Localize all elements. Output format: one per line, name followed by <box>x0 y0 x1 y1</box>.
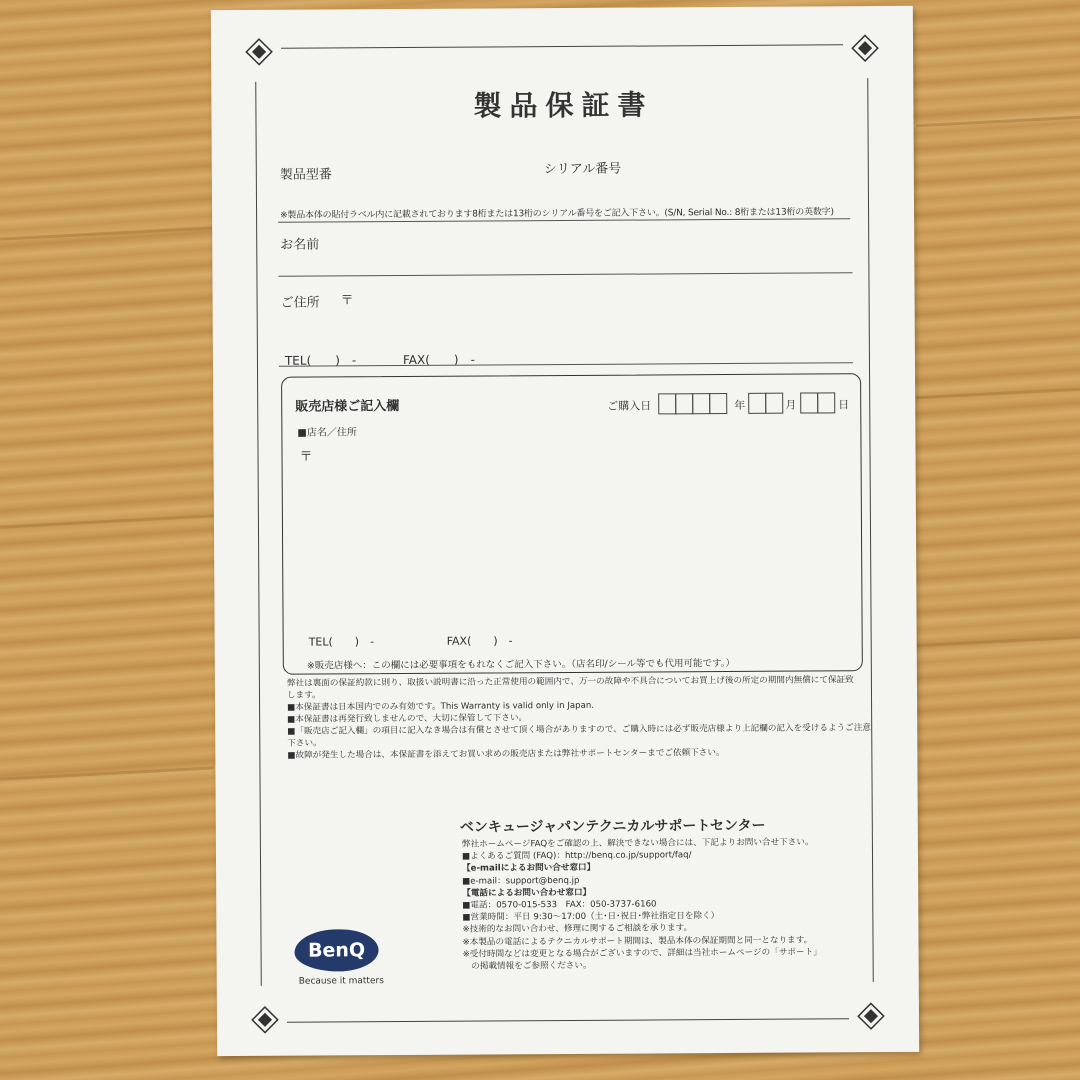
support-line: ※技術的なお問い合わせ、修理に関するご相談を承ります。 <box>462 923 693 936</box>
purchase-date-label: ご購入日 <box>607 399 652 413</box>
ornament-corner-icon <box>251 1006 279 1034</box>
faq-link[interactable]: ■よくあるご質問 (FAQ)：http://benq.co.jp/support/faq/ <box>461 850 692 862</box>
name-line[interactable] <box>278 272 852 277</box>
support-heading: ベンキュージャパンテクニカルサポートセンター <box>459 817 766 836</box>
frame-left <box>255 82 262 986</box>
shop-postal-mark: 〒 <box>299 449 313 465</box>
month-label: 月 <box>785 398 797 412</box>
terms-line: ■本保証書は日本国内でのみ有効です。This Warranty is valid only in Japan. <box>287 700 595 713</box>
support-line: 【e-mailによるお問い合せ窓口】 <box>462 863 596 875</box>
purchase-month-boxes[interactable] <box>749 393 783 414</box>
terms-line: 弊社は裏面の保証約款に則り、取扱い説明書に沿った正常使用の範囲内で、万一の故障や不具合についてお買上げ後の所定の期間内無償にて保証致 <box>286 675 854 689</box>
serial-note: ※製品本体の貼付ラベル内に記載されております8桁または13桁のシリアル番号をご記入下さい。(S/N, Serial No.: 8桁または13桁の英数字) <box>280 207 834 221</box>
shop-note: ※販売店様へ：この欄には必要事項をもれなくご記入下さい。（店名印/シール等でも代用可能です。） <box>306 657 736 672</box>
terms-line: ■「販売店ご記入欄」の項目に記入なき場合は有償とさせて頂く場合がありますので、ご購入時には必ず販売店様より上記欄の記入を受けるようご注意 <box>287 723 871 737</box>
terms-line: ■本保証書は再発行致しませんので、大切に保管して下さい。 <box>287 713 528 725</box>
purchase-day-boxes[interactable] <box>801 392 835 413</box>
wood-seam <box>916 116 1080 128</box>
frame-bottom <box>287 1018 849 1022</box>
support-line: 弊社ホームページFAQをご確認の上、解決できない場合には、下記よりお問い合せ下さい。 <box>461 837 814 850</box>
ornament-corner-icon <box>851 34 879 62</box>
day-label: 日 <box>838 398 850 412</box>
page-title: 製品保証書 <box>473 88 654 123</box>
fax-field[interactable]: FAX( ) - <box>402 352 475 367</box>
shop-fax-field[interactable]: FAX( ) - <box>446 634 513 648</box>
postal-mark: 〒 <box>340 293 354 309</box>
warranty-card <box>211 6 919 1056</box>
frame-right <box>867 78 874 982</box>
purchase-year-boxes[interactable] <box>659 393 727 414</box>
support-line: ※受付時間などは変更となる場合がございますので、詳細は当社ホームページの「サポート」 <box>462 947 822 960</box>
model-label: 製品型番 <box>279 167 332 183</box>
address-label: ご住所 <box>280 295 320 311</box>
name-label: お名前 <box>280 237 320 253</box>
shop-name-label: ■店名／住所 <box>297 427 357 439</box>
wood-seam <box>0 514 214 528</box>
frame-top <box>281 44 843 48</box>
terms-list <box>287 674 878 762</box>
wood-seam <box>916 636 1080 648</box>
terms-line: 下さい。 <box>287 738 322 749</box>
wood-seam <box>916 388 1080 400</box>
benq-logo: BenQ <box>294 929 378 972</box>
shop-entry-box <box>281 373 863 675</box>
support-line: の掲載情報をご参照ください。 <box>462 960 592 972</box>
terms-line: ■故障が発生した場合は、本保証書を添えてお買い求めの販売店または弊社サポートセンターまでご依頼下さい。 <box>287 748 725 761</box>
wood-seam <box>0 766 214 780</box>
shop-heading: 販売店様ご記入欄 <box>295 399 400 415</box>
terms-line: します。 <box>286 690 321 701</box>
support-lines <box>462 836 822 972</box>
wood-seam <box>0 226 214 240</box>
support-line: ※本製品の電話によるテクニカルサポート期間は、製品本体の保証期間と同一となります。 <box>462 935 813 948</box>
email-link[interactable]: ■e-mail：support@benq.jp <box>462 875 580 887</box>
ornament-corner-icon <box>245 38 273 66</box>
address-line[interactable] <box>279 362 853 367</box>
brand-tagline: Because it matters <box>298 976 384 987</box>
tel-field[interactable]: TEL( ) - <box>284 353 357 368</box>
phone-line: ■電話：0570-015-533 FAX：050-3737-6160 <box>462 899 657 911</box>
ornament-corner-icon <box>857 1002 885 1030</box>
support-line: 【電話によるお問い合わせ窓口】 <box>462 887 592 899</box>
shop-tel-field[interactable]: TEL( ) - <box>308 635 375 649</box>
serial-label: シリアル番号 <box>543 161 622 178</box>
year-label: 年 <box>734 398 746 412</box>
hours-line: ■営業時間：平日 9:30～17:00（土･日･祝日･弊社指定日を除く） <box>462 911 720 923</box>
